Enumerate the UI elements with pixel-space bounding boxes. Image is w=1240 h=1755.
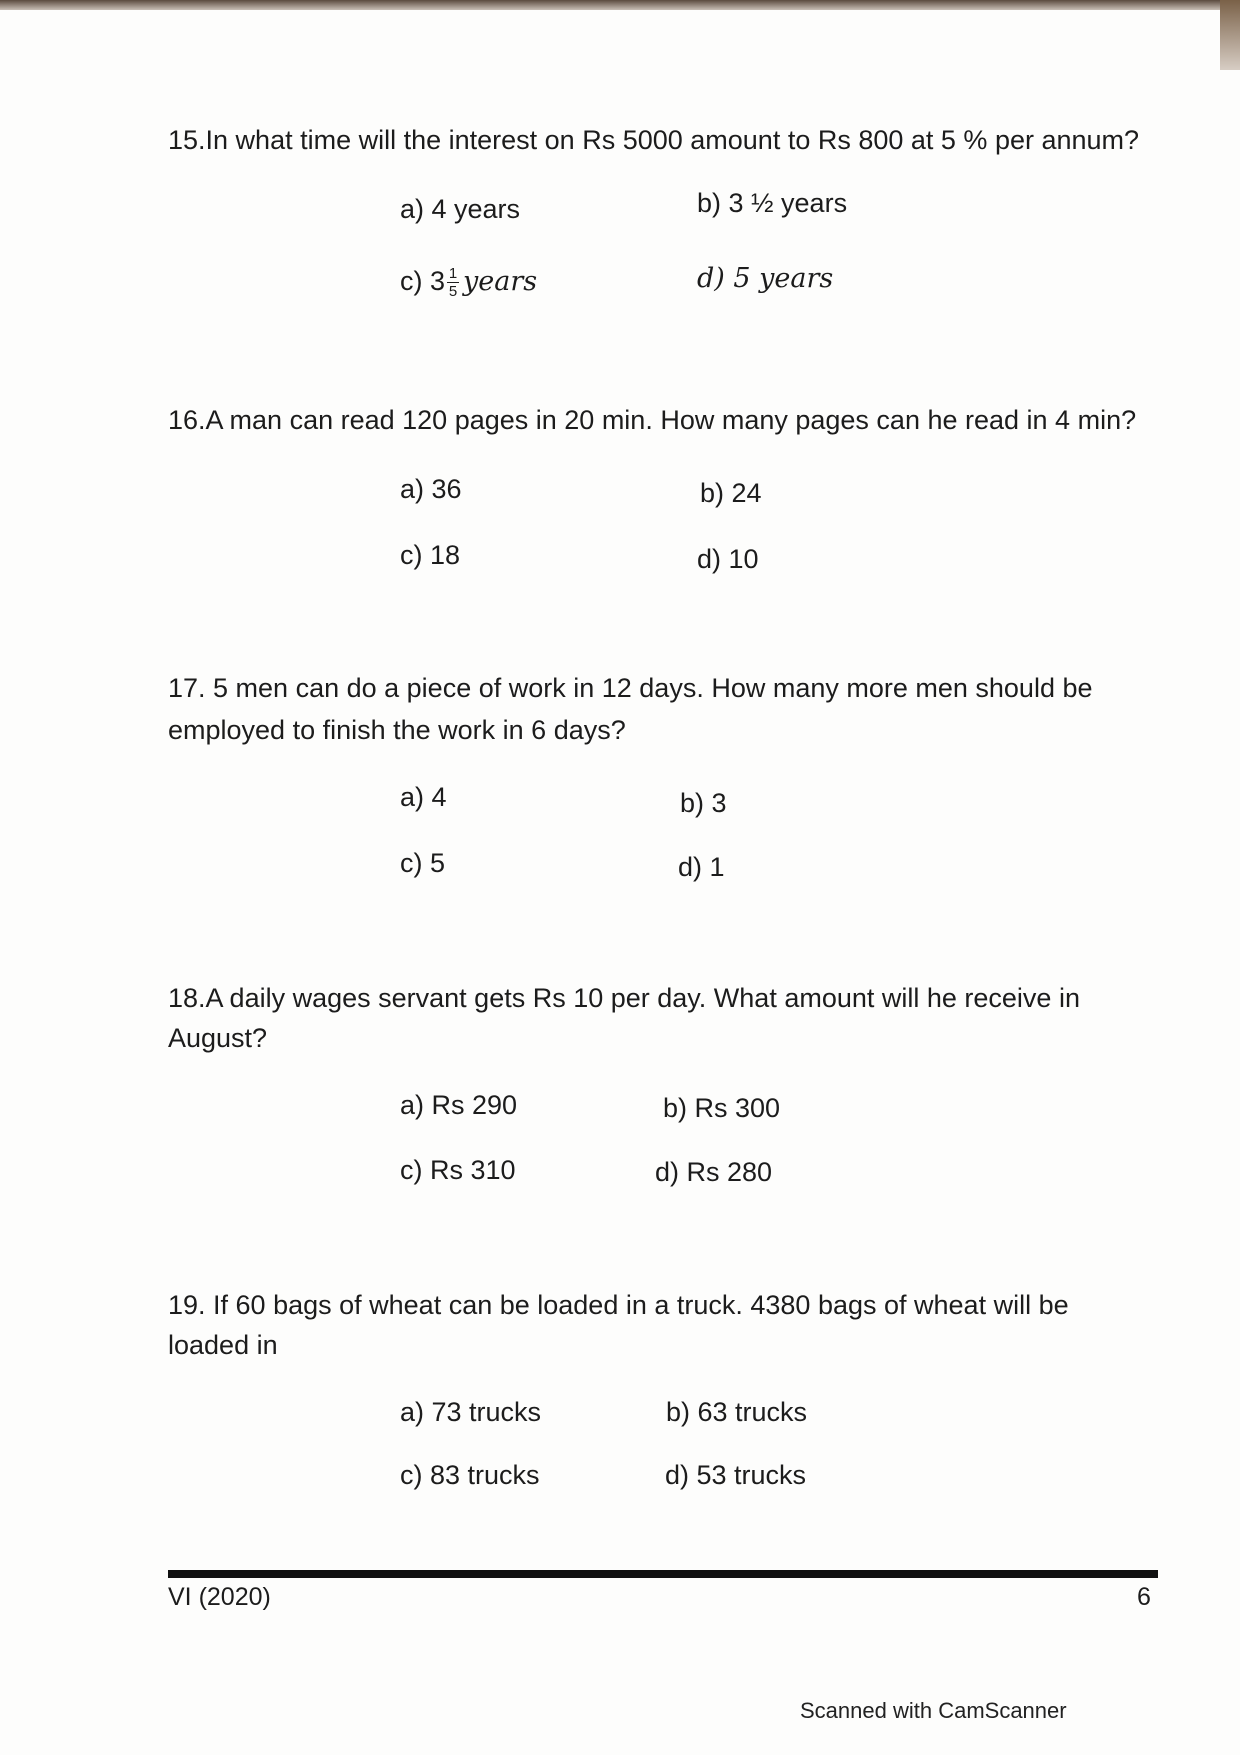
question-19-line-2: loaded in [168, 1330, 278, 1360]
q15-option-a: a) 4 years [400, 194, 521, 224]
q18-option-b: b) Rs 300 [663, 1093, 781, 1123]
q18-option-d: d) Rs 280 [655, 1157, 773, 1187]
footer-class-year: VI (2020) [168, 1583, 271, 1611]
footer-rule [168, 1570, 1158, 1578]
question-17-line-1: 17. 5 men can do a piece of work in 12 days. How many more men should be [168, 673, 1093, 703]
question-18-line-1: 18.A daily wages servant gets Rs 10 per day. What amount will he receive in [168, 983, 1080, 1013]
fraction-numerator: 1 [448, 265, 458, 283]
q15-option-b: b) 3 ½ years [697, 188, 848, 218]
footer-page-number: 6 [1137, 1583, 1151, 1611]
q16-option-d: d) 10 [697, 544, 759, 574]
scanner-watermark: Scanned with CamScanner [800, 1698, 1067, 1723]
scan-top-edge [0, 0, 1240, 10]
question-15: 15.In what time will the interest on Rs 5000 amount to Rs 800 at 5 % per annum? [168, 125, 1140, 155]
q16-option-b: b) 24 [700, 478, 762, 508]
q16-option-c: c) 18 [400, 540, 461, 570]
q15-option-c [400, 264, 537, 299]
q19-option-c: c) 83 trucks [400, 1460, 540, 1490]
q17-option-d: d) 1 [678, 852, 725, 882]
question-18-line-2: August? [168, 1023, 268, 1053]
fraction [447, 266, 459, 299]
q15-option-c-prefix: c) 3 [400, 266, 446, 296]
q18-option-a: a) Rs 290 [400, 1090, 518, 1120]
q15-option-d: d) 5 years [697, 263, 834, 294]
fraction-denominator: 5 [448, 283, 458, 301]
q18-option-c: c) Rs 310 [400, 1155, 516, 1185]
question-17-line-2: employed to finish the work in 6 days? [168, 715, 626, 745]
q19-option-d: d) 53 trucks [665, 1460, 807, 1490]
question-16: 16.A man can read 120 pages in 20 min. How many pages can he read in 4 min? [168, 405, 1137, 435]
q17-option-a: a) 4 [400, 782, 447, 812]
q17-option-b: b) 3 [680, 788, 727, 818]
q19-option-b: b) 63 trucks [666, 1397, 808, 1427]
scan-corner-edge [1220, 0, 1240, 70]
q19-option-a: a) 73 trucks [400, 1397, 542, 1427]
q15-option-c-suffix: years [463, 266, 538, 297]
question-19-line-1: 19. If 60 bags of wheat can be loaded in a truck. 4380 bags of wheat will be [168, 1290, 1069, 1320]
q16-option-a: a) 36 [400, 474, 462, 504]
q17-option-c: c) 5 [400, 848, 446, 878]
